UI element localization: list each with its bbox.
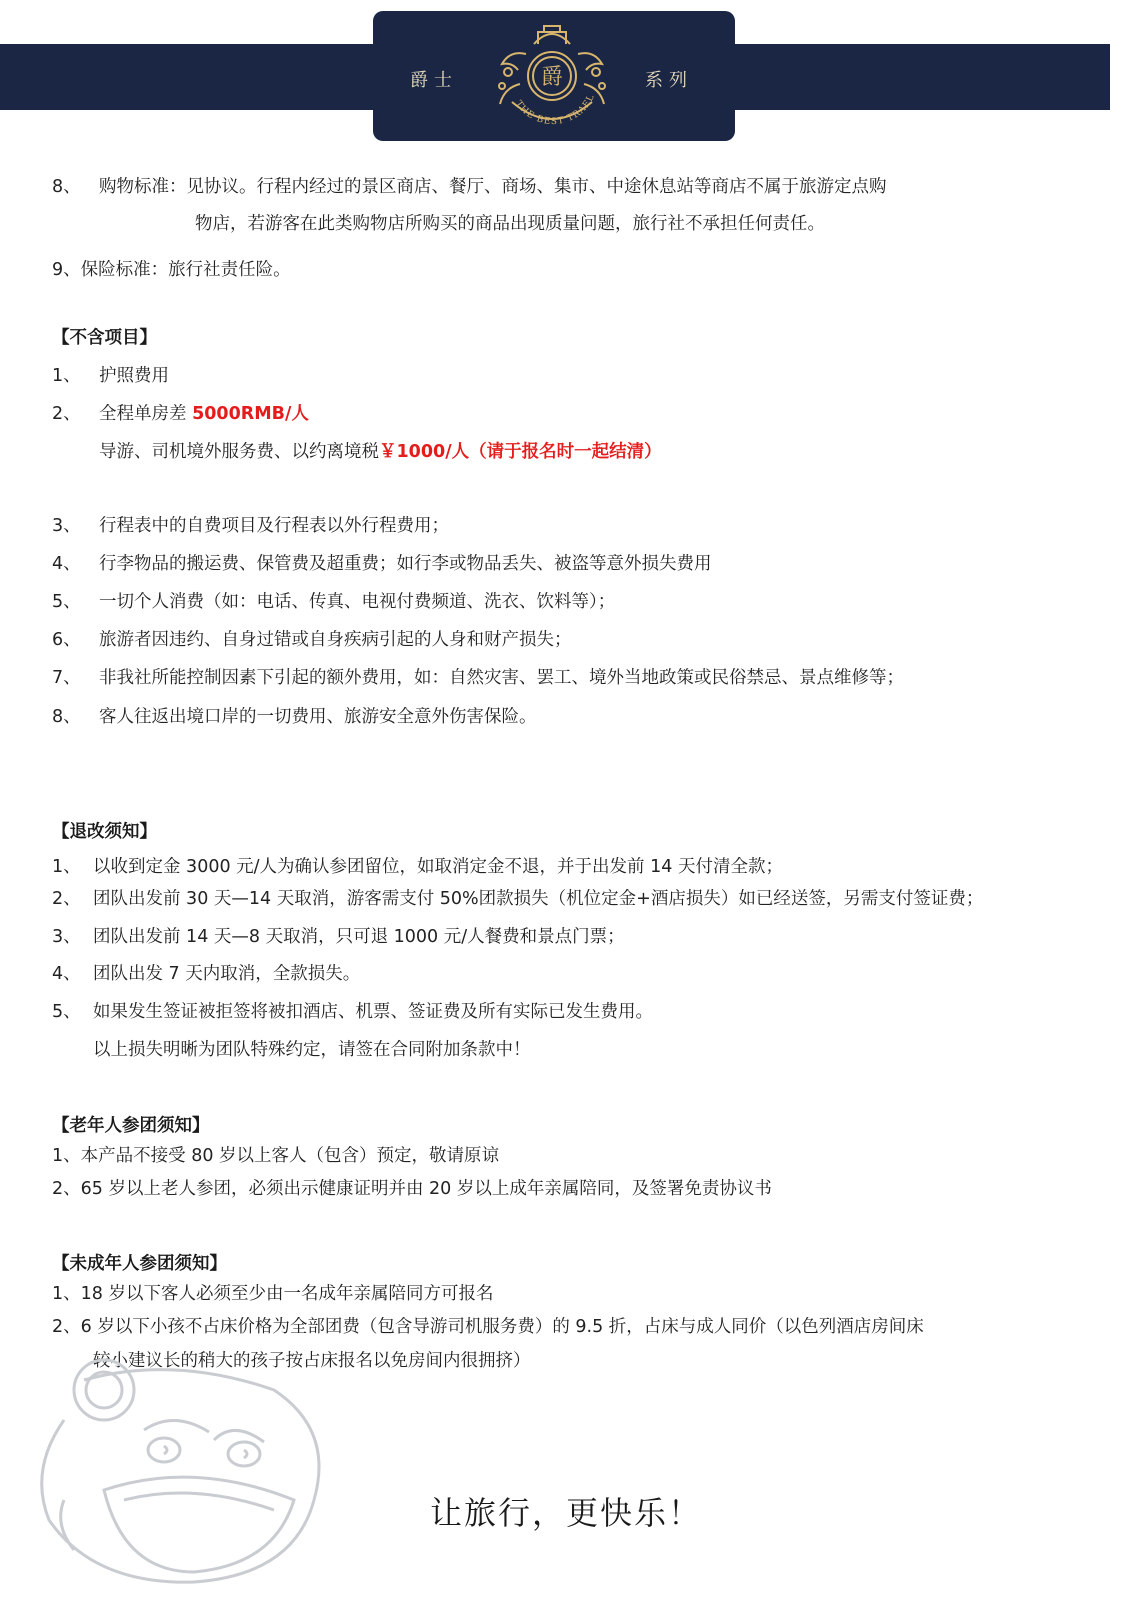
logo-arc-text	[513, 93, 597, 127]
minors-section-title: 【未成年人参团须知】	[52, 1254, 227, 1274]
excluded-item-4-num: 4、	[52, 554, 81, 574]
excluded-item-7-text: 非我社所能控制因素下引起的额外费用，如：自然灾害、罢工、境外当地政策或民俗禁忌、景点维修等；	[99, 668, 904, 688]
excluded-item-6	[52, 629, 572, 651]
excluded-item-2b	[99, 441, 662, 463]
minors-item-2-cont: 较小建议长的稍大的孩子按占床报名以免房间内很拥挤）	[93, 1351, 531, 1371]
excluded-item-5-num: 5、	[52, 592, 81, 612]
elderly-section-title: 【老年人参团须知】	[52, 1116, 210, 1136]
excluded-item-2-num: 2、	[52, 404, 81, 424]
excluded-item-6-num: 6、	[52, 630, 81, 650]
excluded-item-8	[52, 706, 537, 728]
refund-item-5-num: 5、	[52, 1002, 81, 1022]
excluded-item-2b-text: 导游、司机境外服务费、以约离境税	[99, 442, 379, 462]
refund-item-2-text: 团队出发前 30 天—14 天取消，游客需支付 50%团款损失（机位定金+酒店损失）如已经送签，另需支付签证费；	[93, 889, 984, 909]
refund-section-title: 【退改须知】	[52, 822, 157, 842]
elderly-item-2: 2、65 岁以上老人参团，必须出示健康证明并由 20 岁以上成年亲属陪同，及签署免责协议书	[52, 1179, 772, 1199]
single-room-price: 5000RMB/人	[192, 404, 309, 424]
excluded-item-4	[52, 553, 712, 575]
excluded-item-5-text: 一切个人消费（如：电话、传真、电视付费频道、洗衣、饮料等）；	[99, 592, 616, 612]
refund-item-2-num: 2、	[52, 889, 81, 909]
service-fee-price: ￥1000/人（请于报名时一起结清）	[379, 442, 662, 462]
elderly-item-1: 1、本产品不接受 80 岁以上客人（包含）预定，敬请原谅	[52, 1146, 500, 1166]
excluded-item-6-text: 旅游者因违约、自身过错或自身疾病引起的人身和财产损失；	[99, 630, 572, 650]
excluded-item-1-text: 护照费用	[99, 366, 169, 386]
included-item-8-cont: 物店，若游客在此类购物店所购买的商品出现质量问题，旅行社不承担任何责任。	[195, 214, 825, 234]
refund-item-3-num: 3、	[52, 927, 81, 947]
minors-item-1: 1、18 岁以下客人必须至少由一名成年亲属陪同方可报名	[52, 1284, 494, 1304]
refund-item-3-text: 团队出发前 14 天—8 天取消，只可退 1000 元/人餐费和景点门票；	[93, 927, 625, 947]
included-item-8-num: 8、	[52, 177, 81, 197]
minors-item-2: 2、6 岁以下小孩不占床价格为全部团费（包含导游司机服务费）的 9.5 折，占床与成人同价（以色列酒店房间床	[52, 1317, 924, 1337]
excluded-item-3	[52, 515, 449, 537]
header-right-text: 系列	[645, 70, 693, 91]
refund-item-4-num: 4、	[52, 964, 81, 984]
brand-logo	[482, 14, 622, 136]
excluded-item-2-text: 全程单房差	[99, 404, 193, 424]
refund-item-5	[52, 1001, 653, 1023]
included-item-9: 9、保险标准：旅行社责任险。	[52, 260, 291, 280]
excluded-item-4-text: 行李物品的搬运费、保管费及超重费；如行李或物品丢失、被盗等意外损失费用	[99, 554, 712, 574]
logo-arc-path: THE BEST TRAEL	[513, 92, 597, 128]
excluded-item-3-text: 行程表中的自费项目及行程表以外行程费用；	[99, 516, 449, 536]
refund-item-1-text: 以收到定金 3000 元/人为确认参团留位，如取消定金不退，并于出发前 14 天付清全款；	[93, 857, 783, 877]
excluded-item-7-num: 7、	[52, 668, 81, 688]
excluded-item-8-text: 客人往返出境口岸的一切费用、旅游安全意外伤害保险。	[99, 707, 537, 727]
footer-slogan: 让旅行，更快乐！	[430, 1494, 703, 1532]
excluded-item-5	[52, 591, 615, 613]
refund-item-4-text: 团队出发 7 天内取消，全款损失。	[93, 964, 361, 984]
refund-item-5-text: 如果发生签证被拒签将被扣酒店、机票、签证费及所有实际已发生费用。	[93, 1002, 653, 1022]
excluded-section-title: 【不含项目】	[52, 328, 157, 348]
logo-center-glyph: 爵	[540, 65, 564, 90]
refund-item-2	[52, 888, 983, 910]
excluded-item-1	[52, 365, 169, 387]
excluded-item-7	[52, 667, 904, 689]
header-left-text: 爵士	[410, 70, 458, 91]
excluded-item-2	[52, 403, 309, 425]
refund-item-1-num: 1、	[52, 857, 81, 877]
refund-note: 以上损失明晰为团队特殊约定，请签在合同附加条款中！	[93, 1040, 531, 1060]
excluded-item-1-num: 1、	[52, 366, 81, 386]
refund-item-3	[52, 926, 625, 948]
included-item-8-text: 购物标准：见协议。行程内经过的景区商店、餐厅、商场、集市、中途休息站等商店不属于旅游定点购	[99, 177, 887, 197]
excluded-item-8-num: 8、	[52, 707, 81, 727]
refund-item-4	[52, 963, 360, 985]
included-item-8	[52, 176, 887, 198]
refund-item-1	[52, 856, 783, 878]
mascot-watermark	[24, 1350, 344, 1590]
excluded-item-3-num: 3、	[52, 516, 81, 536]
